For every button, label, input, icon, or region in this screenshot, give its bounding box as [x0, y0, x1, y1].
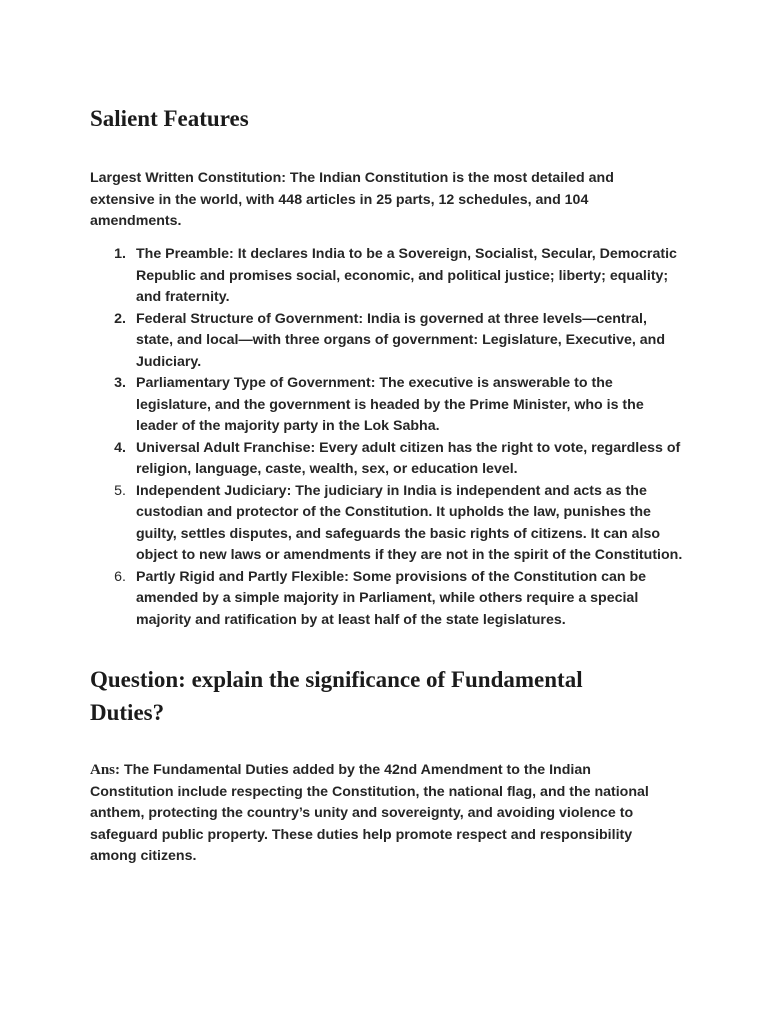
list-item-text: Independent Judiciary: The judiciary in India is independent and acts as the custodian and protector of the Constitution. It upholds the law, punishes the guilty, settles disputes, and safeguards the basic rights of citizens. It can also object to new laws or amendments if they are not in the spirit of the Constitution.: [136, 482, 683, 563]
list-item-number: 2.: [114, 310, 126, 327]
list-item-text: Parliamentary Type of Government: The executive is answerable to the legislature, and the government is headed by the Prime Minister, who is the leader of the majority party in the Lok Sabha.: [136, 375, 644, 434]
list-item: [90, 481, 690, 567]
list-item: [90, 567, 690, 632]
answer-label: Ans:: [90, 762, 121, 778]
section-heading: Salient Features: [90, 106, 249, 131]
list-item-text: Federal Structure of Government: India is governed at three levels—central, state, and local—with three organs of government: Legislature, Executive, and Judiciary.: [136, 310, 665, 370]
list-item-text: The Preamble: It declares India to be a Sovereign, Socialist, Secular, Democratic Republic and promises social, economic, and political justice; liberty; equality; and fraternity.: [136, 246, 677, 305]
list-item-number: 5.: [114, 482, 126, 499]
list-item-number: 4.: [114, 439, 126, 456]
list-item-number: 6.: [114, 568, 126, 585]
list-item-text: Universal Adult Franchise: Every adult citizen has the right to vote, regardless of religion, language, caste, wealth, sex, or education level.: [136, 439, 681, 477]
list-item-number: 1.: [114, 246, 126, 262]
list-item: [90, 373, 690, 438]
list-item: [90, 438, 690, 481]
list-item: [90, 244, 690, 309]
list-item-number: 3.: [114, 375, 126, 391]
list-item: [90, 309, 690, 374]
question-heading: Question: explain the significance of Fundamental Duties?: [90, 667, 583, 725]
list-item-text: Partly Rigid and Partly Flexible: Some provisions of the Constitution can be amended by a simple majority in Parliament, while others require a special majority and ratification by at least half of the state legislatures.: [136, 568, 647, 628]
intro-paragraph: Largest Written Constitution: The Indian Constitution is the most detailed and extensive in the world, with 448 articles in 25 parts, 12 schedules, and 104 amendments.: [90, 170, 614, 229]
features-list: [90, 244, 690, 631]
answer-paragraph: [90, 760, 660, 868]
answer-text: The Fundamental Duties added by the 42nd Amendment to the Indian Constitution include respecting the Constitution, the national flag, and the national anthem, protecting the country’s unity and sovereignty, and avoiding violence to safeguard public property. These duties help promote respect and responsibility among citizens.: [90, 762, 649, 864]
